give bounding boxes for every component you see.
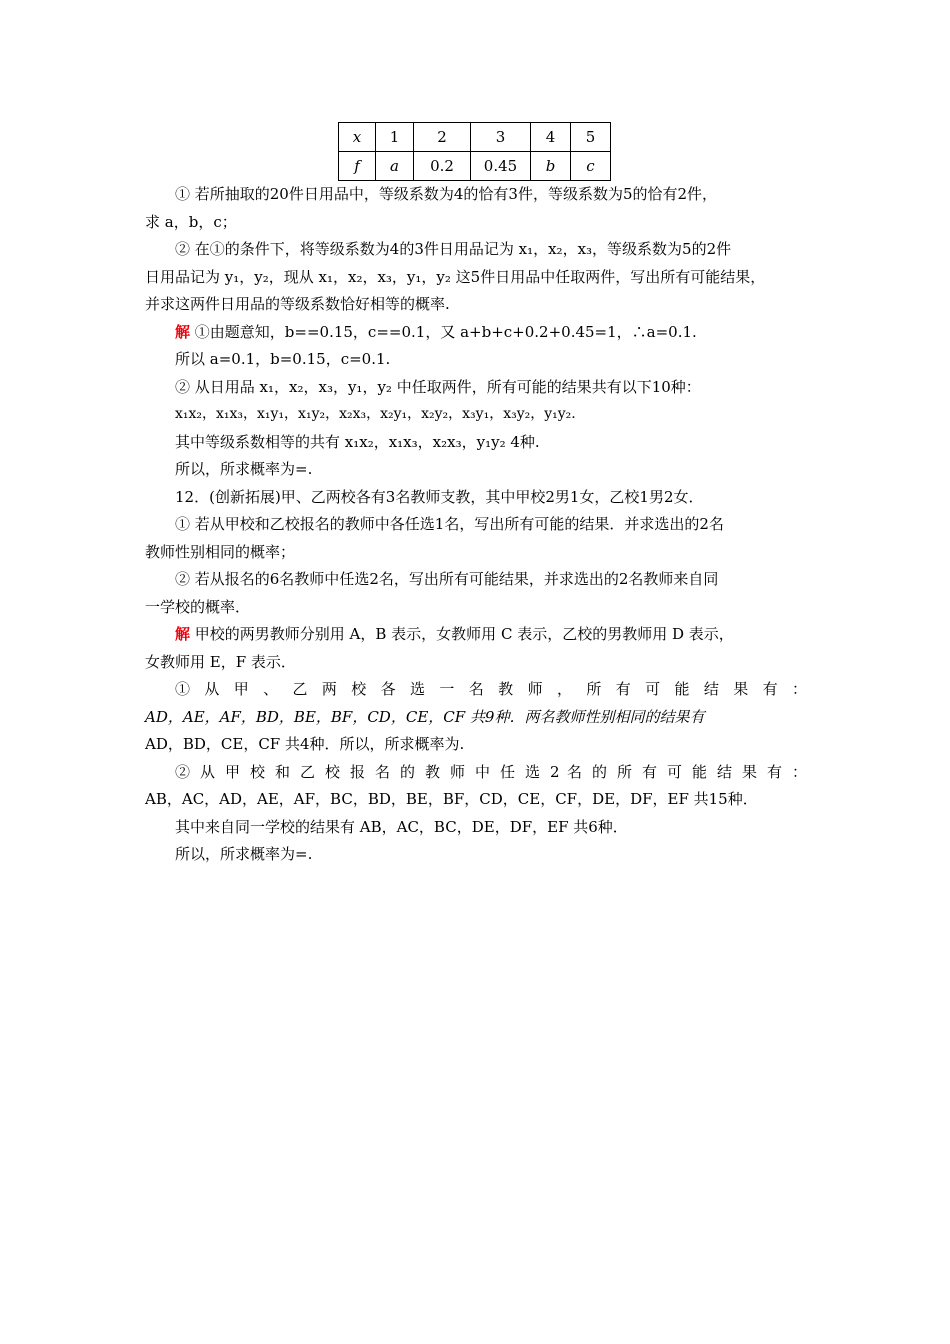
table-cell: 5 xyxy=(571,123,611,152)
solution-text: ①由题意知，b==0.15，c==0.1，又 a+b+c+0.2+0.45=1，∴a=0.1. xyxy=(190,322,697,341)
solution-1-line: 所以 a=0.1，b=0.15，c=0.1. xyxy=(175,350,391,368)
solution-2-line: 女教师用 E，F 表示． xyxy=(145,652,296,671)
table-cell: c xyxy=(571,152,611,181)
table-cell: 0.45 xyxy=(471,152,531,181)
solution-2-line: AD，BD，CE，CF 共4种．所以，所求概率为. xyxy=(145,735,465,753)
solution-text: 甲校的两男教师分别用 A，B 表示，女教师用 C 表示，乙校的男教师用 D 表示， xyxy=(190,625,734,643)
table-cell: 2 xyxy=(414,123,471,152)
question-1-line: ① 若所抽取的20件日用品中，等级系数为4的恰有3件，等级系数为5的恰有2件， xyxy=(175,185,718,203)
question-2-line: ② 在①的条件下，将等级系数为4的3件日用品记为 x₁，x₂，x₃，等级系数为5的2件 xyxy=(175,240,732,258)
problem-12-line: ② 若从报名的6名教师中任选2名，写出所有可能结果，并求选出的2名教师来自同 xyxy=(175,570,719,588)
table-row xyxy=(339,152,611,181)
question-1-line: 求 a，b，c； xyxy=(145,212,237,231)
solution-2-line: ② 从 甲 校 和 乙 校 报 名 的 教 师 中 任 选 2 名 的 所 有 可 能 结 果 有 ： xyxy=(175,762,807,781)
solution-2-line: AB，AC，AD，AE，AF，BC，BD，BE，BF，CD，CE，CF，DE，DF，EF 共15种． xyxy=(145,790,758,808)
problem-12-line: 教师性别相同的概率； xyxy=(145,542,296,561)
solution-label: 解 xyxy=(175,322,191,341)
table-row xyxy=(339,123,611,152)
table-cell: 1 xyxy=(376,123,414,152)
solution-2-line: 所以，所求概率为=. xyxy=(175,845,313,863)
solution-1-line: 所以，所求概率为=. xyxy=(175,460,313,478)
solution-2-line: AD，AE，AF，BD，BE，BF，CD，CE，CF 共9种．两名教师性别相同的结果有 xyxy=(145,707,705,726)
table-cell: 3 xyxy=(471,123,531,152)
solution-2-line: ① 从 甲 、 乙 两 校 各 选 一 名 教 师 ， 所 有 可 能 结 果 有 ： xyxy=(175,680,807,698)
solution-1-line: 其中等级系数相等的共有 x₁x₂，x₁x₃，x₂x₃，y₁y₂ 4种. xyxy=(175,432,540,451)
table-cell: x xyxy=(339,123,376,152)
solution-2-line xyxy=(145,621,807,649)
table-cell: f xyxy=(339,152,376,181)
solution-2-line: 其中来自同一学校的结果有 AB，AC，BC，DE，DF，EF 共6种． xyxy=(175,817,628,836)
problem-12-line: ① 若从甲校和乙校报名的教师中各任选1名，写出所有可能的结果．并求选出的2名 xyxy=(175,515,724,533)
solution-1-line: x₁x₂，x₁x₃，x₁y₁，x₁y₂，x₂x₃，x₂y₁，x₂y₂，x₃y₁，x₃y₂，y₁y₂. xyxy=(175,406,576,422)
frequency-table xyxy=(338,122,611,181)
table-cell: b xyxy=(531,152,571,181)
solution-1-line: ② 从日用品 x₁，x₂，x₃，y₁，y₂ 中任取两件，所有可能的结果共有以下10种： xyxy=(175,377,701,396)
question-2-line: 日用品记为 y₁，y₂，现从 x₁，x₂，x₃，y₁，y₂ 这5件日用品中任取两件，写出所有可能结果， xyxy=(145,267,766,286)
solution-1-line xyxy=(145,319,807,347)
solution-label: 解 xyxy=(175,625,191,643)
problem-12-line: 12．(创新拓展)甲、乙两校各有3名教师支教，其中甲校2男1女，乙校1男2女． xyxy=(175,487,704,506)
table-cell: 0.2 xyxy=(414,152,471,181)
table-cell: a xyxy=(376,152,414,181)
question-2-line: 并求这两件日用品的等级系数恰好相等的概率. xyxy=(145,295,450,313)
problem-12-line: 一学校的概率． xyxy=(145,597,251,616)
document-page xyxy=(145,122,807,869)
table-cell: 4 xyxy=(531,123,571,152)
